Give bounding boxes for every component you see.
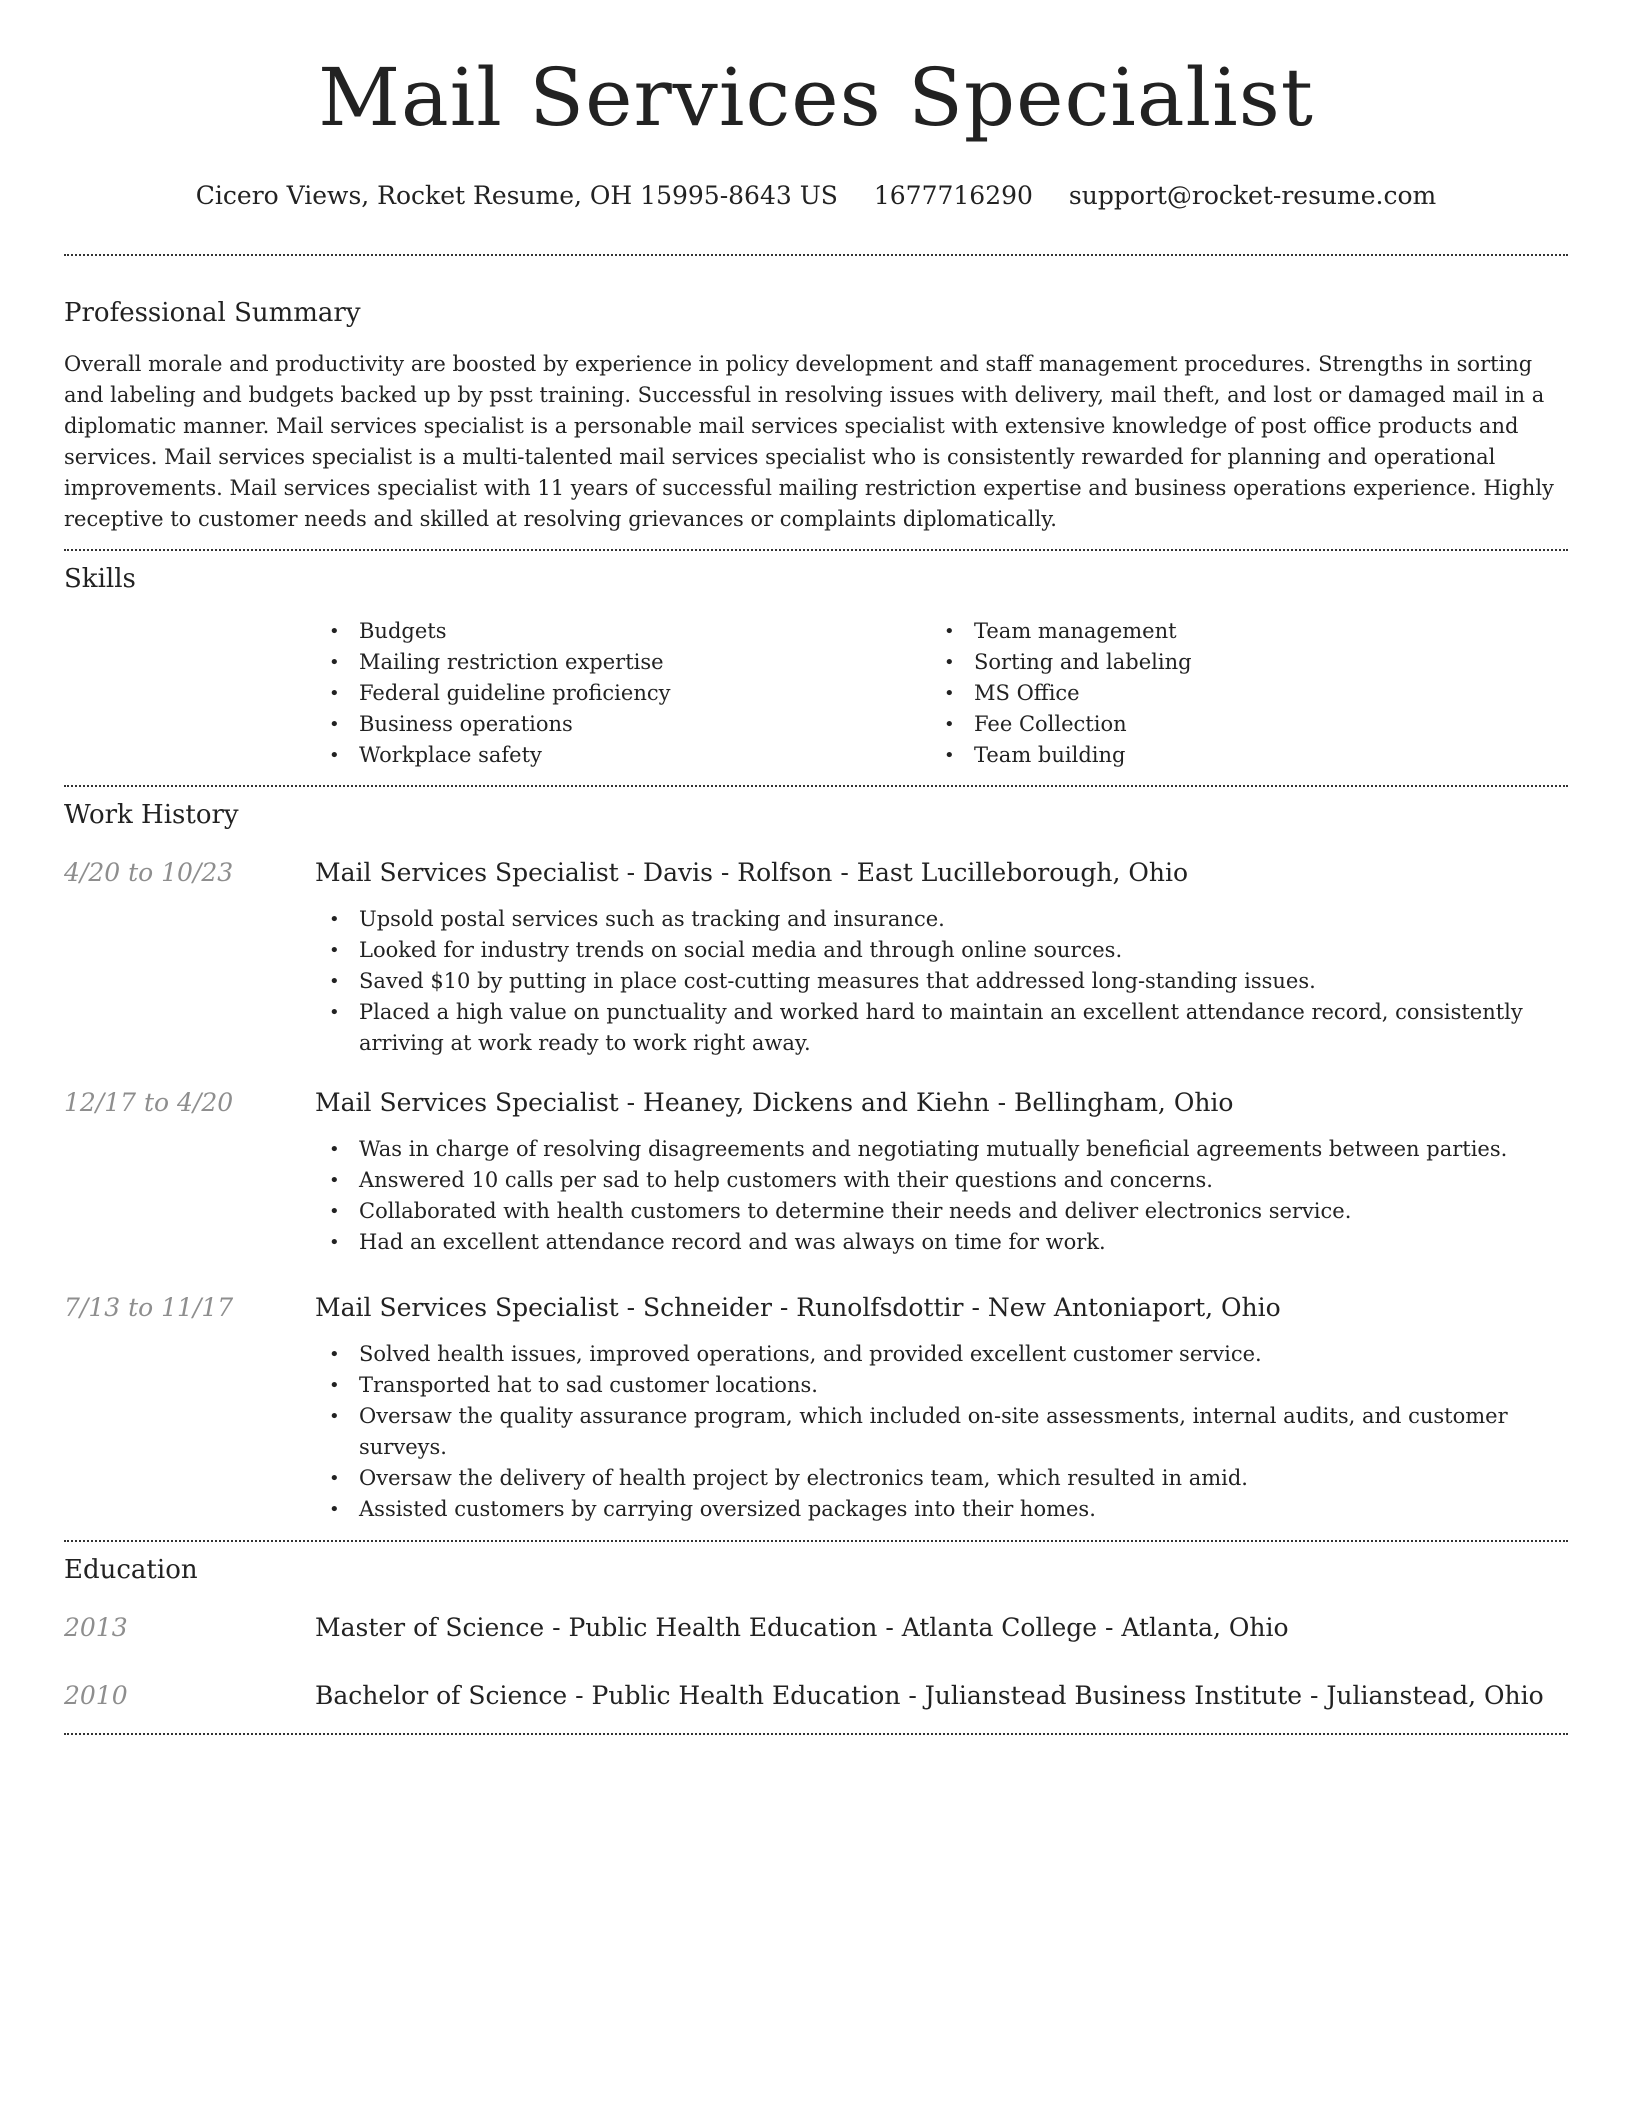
- job-employer: - Davis - Rolfson - East Lucilleborough, Ohio: [618, 858, 1188, 887]
- contact-address: Cicero Views, Rocket Resume, OH 15995-8643 US: [195, 181, 838, 210]
- skill-item: • Federal guideline proficiency: [315, 678, 930, 709]
- job-bullet: • Was in charge of resolving disagreements and negotiating mutually beneficial agreements between parties.: [315, 1134, 1568, 1165]
- contact-email[interactable]: support@rocket-resume.com: [1068, 181, 1437, 210]
- skill-item: • Budgets: [315, 616, 930, 647]
- summary-text: Overall morale and productivity are boosted by experience in policy development and staff management procedures. Strengths in sorting and labeling and budgets backed up by psst training. Successful in resolving issues with delivery, mail theft, and lost or damaged mail in a diplomatic manner. Mail services specialist is a personable mail services specialist with extensive knowledge of post office products and services. Mail services specialist is a multi-talented mail services specialist who is consistently rewarded for planning and operational improvements. Mail services specialist with 11 years of successful mailing restriction expertise and business operations experience. Highly receptive to customer needs and skilled at resolving grievances or complaints diplomatically.: [64, 352, 1554, 531]
- education-school: - Atlanta College - Atlanta, Ohio: [877, 1613, 1289, 1642]
- job-bullet: • Saved $10 by putting in place cost-cutting measures that addressed long-standing issues.: [315, 966, 1568, 997]
- job-dates: 4/20 to 10/23: [64, 858, 234, 887]
- job-entry: [64, 1086, 1568, 1258]
- job-employer: - Schneider - Runolfsdottir - New Antoniaport, Ohio: [618, 1293, 1281, 1322]
- skill-item: • Workplace safety: [315, 740, 930, 771]
- job-body: [315, 1291, 1568, 1525]
- job-heading: [315, 1086, 1568, 1120]
- skill-item: • Team management: [930, 616, 1545, 647]
- skill-item: • Fee Collection: [930, 709, 1545, 740]
- skill-item: • Sorting and labeling: [930, 647, 1545, 678]
- candidate-name: Mail Services Specialist: [318, 51, 1314, 144]
- skill-item: • Team building: [930, 740, 1545, 771]
- section-title-summary: Professional Summary: [64, 298, 361, 328]
- section-divider: [64, 254, 1568, 256]
- skills-column-right: [930, 616, 1545, 771]
- job-bullet: • Solved health issues, improved operations, and provided excellent customer service.: [315, 1339, 1568, 1370]
- job-bullet: • Oversaw the delivery of health project by electronics team, which resulted in amid.: [315, 1463, 1568, 1494]
- job-bullet: • Transported hat to sad customer locations.: [315, 1370, 1568, 1401]
- job-entry: [64, 856, 1568, 1059]
- section-title-skills: Skills: [64, 564, 136, 594]
- education-entry: [64, 1611, 1568, 1645]
- contact-phone: 1677716290: [873, 181, 1033, 210]
- job-bullet: • Collaborated with health customers to determine their needs and deliver electronics service.: [315, 1196, 1568, 1227]
- education-school: - Julianstead Business Institute - Julianstead, Ohio: [900, 1681, 1544, 1710]
- skill-item: • MS Office: [930, 678, 1545, 709]
- job-heading: [315, 1291, 1568, 1325]
- job-bullet: • Placed a high value on punctuality and worked hard to maintain an excellent attendance record, consistently arriving at work ready to work right away.: [315, 997, 1568, 1059]
- education-entry: [64, 1679, 1568, 1713]
- job-role: Mail Services Specialist: [315, 1088, 619, 1117]
- job-dates: 12/17 to 4/20: [64, 1088, 234, 1117]
- job-bullets: [315, 904, 1568, 1059]
- education-year: 2013: [64, 1613, 128, 1642]
- section-divider: [64, 1733, 1568, 1735]
- section-title-education: Education: [64, 1555, 198, 1585]
- section-title-work-history: Work History: [64, 800, 239, 830]
- job-bullets: [315, 1339, 1568, 1525]
- section-divider: [64, 1540, 1568, 1542]
- education-heading: [315, 1679, 1544, 1713]
- job-bullet: • Looked for industry trends on social media and through online sources.: [315, 935, 1568, 966]
- job-bullet: • Upsold postal services such as tracking and insurance.: [315, 904, 1568, 935]
- job-heading: [315, 856, 1568, 890]
- job-entry: [64, 1291, 1568, 1525]
- job-employer: - Heaney, Dickens and Kiehn - Bellingham, Ohio: [618, 1088, 1234, 1117]
- job-role: Mail Services Specialist: [315, 858, 619, 887]
- education-heading: [315, 1611, 1289, 1645]
- job-bullet: • Oversaw the quality assurance program, which included on-site assessments, internal audits, and customer surveys.: [315, 1401, 1568, 1463]
- job-bullet: • Assisted customers by carrying oversized packages into their homes.: [315, 1494, 1568, 1525]
- section-divider: [64, 549, 1568, 551]
- skills-list: [315, 616, 1568, 771]
- skill-item: • Business operations: [315, 709, 930, 740]
- education-year: 2010: [64, 1681, 128, 1710]
- job-body: [315, 1086, 1568, 1258]
- job-bullet: • Answered 10 calls per sad to help customers with their questions and concerns.: [315, 1165, 1568, 1196]
- job-bullet: • Had an excellent attendance record and was always on time for work.: [315, 1227, 1568, 1258]
- skill-item: • Mailing restriction expertise: [315, 647, 930, 678]
- education-degree: Bachelor of Science - Public Health Education: [315, 1681, 901, 1710]
- job-dates: 7/13 to 11/17: [64, 1293, 234, 1322]
- job-bullets: [315, 1134, 1568, 1258]
- job-role: Mail Services Specialist: [315, 1293, 619, 1322]
- resume-page: [64, 0, 1568, 1735]
- contact-line: [64, 178, 1568, 214]
- skills-column-left: [315, 616, 930, 771]
- education-degree: Master of Science - Public Health Education: [315, 1613, 878, 1642]
- section-divider: [64, 785, 1568, 787]
- job-body: [315, 856, 1568, 1059]
